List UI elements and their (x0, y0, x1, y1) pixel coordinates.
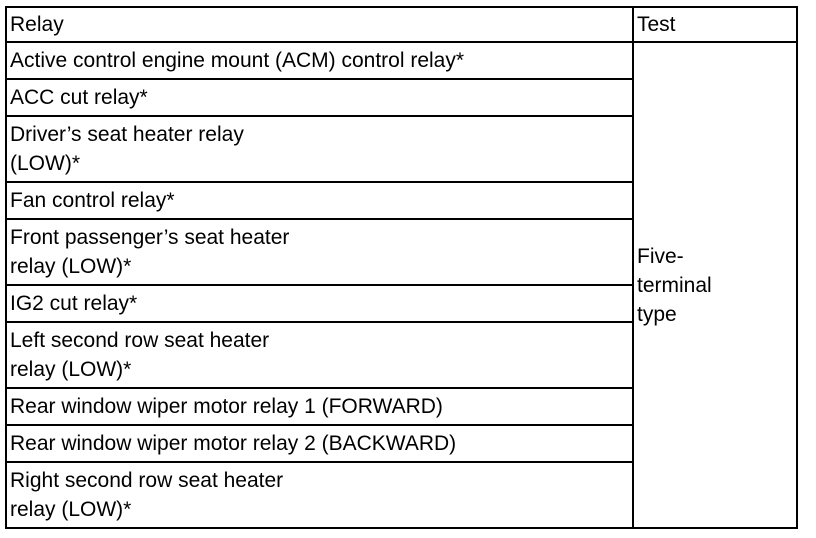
relay-test-table (5, 6, 798, 529)
relay-cell: Driver’s seat heater relay (LOW)* (6, 116, 633, 182)
relay-cell: Rear window wiper motor relay 1 (FORWARD) (6, 388, 633, 425)
header-relay: Relay (6, 7, 633, 42)
table-header-row (6, 7, 797, 42)
relay-cell: Right second row seat heater relay (LOW)* (6, 462, 633, 528)
relay-cell: Left second row seat heater relay (LOW)* (6, 322, 633, 388)
relay-cell: Fan control relay* (6, 182, 633, 219)
test-cell: Five- terminal type (633, 42, 797, 528)
relay-cell: Front passenger’s seat heater relay (LOW)* (6, 219, 633, 285)
relay-cell: IG2 cut relay* (6, 285, 633, 322)
header-test: Test (633, 7, 797, 42)
relay-cell: Active control engine mount (ACM) control relay* (6, 42, 633, 79)
relay-cell: Rear window wiper motor relay 2 (BACKWARD) (6, 425, 633, 462)
relay-cell: ACC cut relay* (6, 79, 633, 116)
table-row (6, 42, 797, 79)
